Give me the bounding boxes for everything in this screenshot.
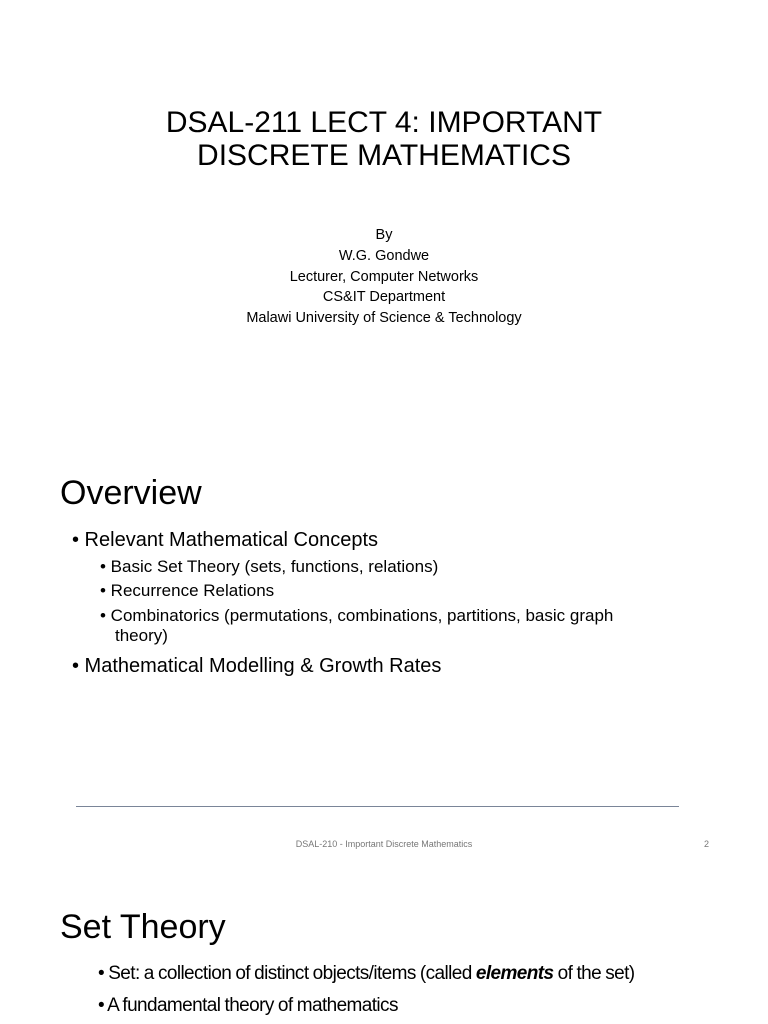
- page-number: 2: [704, 839, 710, 849]
- sub-bullet: • Recurrence Relations: [100, 581, 275, 600]
- footer-divider: [76, 806, 679, 807]
- bullet: • A fundamental theory of mathematics: [98, 995, 398, 1016]
- department: CS&IT Department: [322, 289, 446, 306]
- author-role: Lecturer, Computer Networks: [289, 268, 479, 285]
- bullet: • Relevant Mathematical Concepts: [72, 529, 379, 551]
- author-info: [0, 225, 768, 329]
- slide-heading: Set Theory: [60, 908, 226, 946]
- bullet-text: of the set): [553, 963, 635, 984]
- institution: Malawi University of Science & Technology: [246, 310, 522, 327]
- sub-bullet-cont: theory): [115, 626, 168, 645]
- slide-footer: DSAL-210 - Important Discrete Mathematics: [295, 839, 473, 849]
- emphasis: elements: [475, 963, 554, 984]
- by-label: By: [375, 227, 393, 243]
- bullet: [98, 963, 635, 985]
- title-line: DSAL-211 LECT 4: IMPORTANT: [165, 106, 603, 139]
- slide-heading: Overview: [60, 474, 202, 512]
- sub-bullet: • Combinatorics (permutations, combinations, partitions, basic graph: [100, 606, 614, 625]
- sub-bullet: • Basic Set Theory (sets, functions, relations): [100, 557, 439, 576]
- bullet-text: • Set: a collection of distinct objects/items (called: [98, 963, 476, 984]
- slide-title: [0, 106, 768, 172]
- bullet: • Mathematical Modelling & Growth Rates: [72, 655, 442, 677]
- title-line: DISCRETE MATHEMATICS: [197, 139, 571, 172]
- author-name: W.G. Gondwe: [338, 247, 430, 264]
